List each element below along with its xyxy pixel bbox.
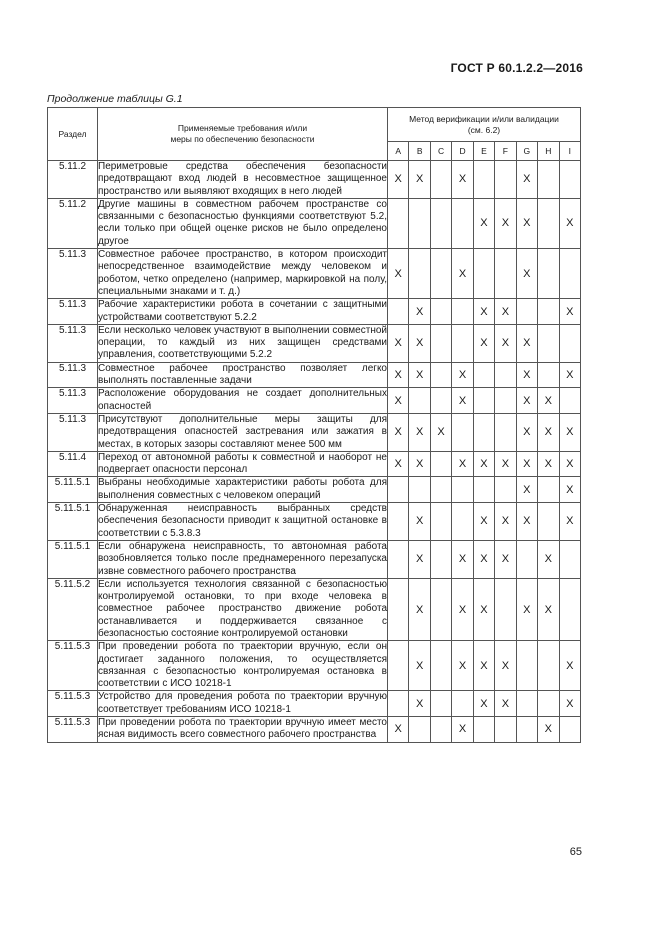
- mark-cell-h: X: [538, 451, 559, 477]
- mark-cell-h: [538, 503, 559, 541]
- mark-cell-h: [538, 198, 559, 248]
- requirement-cell: Рабочие характеристики робота в сочетании с защитными устройствами соответствуют 5.2.2: [98, 299, 387, 323]
- section-cell: 5.11.3: [48, 249, 98, 299]
- table-row: [48, 540, 581, 578]
- section-cell: 5.11.3: [48, 299, 98, 325]
- mark-cell-e: [473, 413, 494, 451]
- mark-cell-d: [452, 691, 473, 717]
- method-column-a: A: [388, 142, 409, 161]
- mark-cell-c: [430, 161, 451, 199]
- mark-cell-h: X: [538, 540, 559, 578]
- requirement-cell: Расположение оборудования не создает дополнительных опасностей: [98, 388, 387, 412]
- section-cell: 5.11.5.3: [48, 691, 98, 717]
- mark-cell-b: X: [409, 578, 430, 640]
- method-column-i: I: [559, 142, 581, 161]
- mark-cell-g: [516, 691, 537, 717]
- mark-cell-b: [409, 388, 430, 414]
- section-cell: 5.11.2: [48, 161, 98, 199]
- mark-cell-d: X: [452, 578, 473, 640]
- mark-cell-f: [495, 362, 516, 388]
- mark-cell-d: [452, 503, 473, 541]
- mark-cell-f: [495, 578, 516, 640]
- mark-cell-i: [559, 161, 581, 199]
- mark-cell-g: [516, 299, 537, 325]
- mark-cell-h: [538, 477, 559, 503]
- table-body: [48, 161, 581, 743]
- mark-cell-i: [559, 540, 581, 578]
- requirement-cell: Совместное рабочее пространство позволяет легко выполнять поставленные задачи: [98, 362, 387, 387]
- mark-cell-g: X: [516, 324, 537, 362]
- mark-cell-f: X: [495, 299, 516, 325]
- mark-cell-a: [388, 503, 409, 541]
- table-row: [48, 641, 581, 691]
- mark-cell-a: [388, 540, 409, 578]
- mark-cell-b: X: [409, 641, 430, 691]
- header-method: Метод верификации и/или валидации (см. 6.2): [388, 108, 581, 142]
- section-cell: 5.11.2: [48, 198, 98, 248]
- mark-cell-g: X: [516, 388, 537, 414]
- document-id: ГОСТ Р 60.1.2.2—2016: [450, 61, 583, 75]
- mark-cell-f: [495, 388, 516, 414]
- mark-cell-e: [473, 388, 494, 414]
- mark-cell-e: [473, 717, 494, 743]
- mark-cell-b: X: [409, 691, 430, 717]
- mark-cell-a: [388, 641, 409, 691]
- mark-cell-f: X: [495, 540, 516, 578]
- mark-cell-f: [495, 249, 516, 299]
- mark-cell-h: [538, 691, 559, 717]
- requirement-cell: Периметровые средства обеспечения безопасности предотвращают вход людей в несовместное защищенное пространство или выявляют входящих в него людей: [98, 161, 387, 197]
- mark-cell-e: [473, 477, 494, 503]
- mark-cell-i: X: [559, 503, 581, 541]
- mark-cell-b: [409, 198, 430, 248]
- requirement-cell: Выбраны необходимые характеристики работы робота для выполнения совместных с человеком операций: [98, 477, 387, 501]
- mark-cell-i: X: [559, 299, 581, 325]
- mark-cell-c: [430, 299, 451, 325]
- mark-cell-g: X: [516, 198, 537, 248]
- mark-cell-i: X: [559, 691, 581, 717]
- table-row: [48, 161, 581, 199]
- mark-cell-c: [430, 717, 451, 743]
- mark-cell-g: [516, 540, 537, 578]
- table-row: [48, 299, 581, 325]
- table-row: [48, 691, 581, 717]
- mark-cell-i: [559, 324, 581, 362]
- mark-cell-c: [430, 641, 451, 691]
- mark-cell-e: X: [473, 451, 494, 477]
- mark-cell-f: X: [495, 324, 516, 362]
- mark-cell-g: X: [516, 578, 537, 640]
- mark-cell-c: [430, 578, 451, 640]
- table-row: [48, 249, 581, 299]
- method-column-f: F: [495, 142, 516, 161]
- requirement-cell: Присутствуют дополнительные меры защиты для предотвращения опасностей застревания или зажатия в местах, в которых зазоры составляют менее 500 мм: [98, 413, 387, 450]
- table-row: [48, 477, 581, 503]
- mark-cell-a: X: [388, 388, 409, 414]
- mark-cell-c: [430, 503, 451, 541]
- mark-cell-c: [430, 388, 451, 414]
- table-row: [48, 413, 581, 451]
- mark-cell-e: X: [473, 324, 494, 362]
- table-row: [48, 388, 581, 414]
- table-row: [48, 717, 581, 743]
- mark-cell-c: [430, 691, 451, 717]
- mark-cell-i: [559, 717, 581, 743]
- mark-cell-i: X: [559, 477, 581, 503]
- method-column-d: D: [452, 142, 473, 161]
- mark-cell-g: [516, 641, 537, 691]
- mark-cell-a: [388, 691, 409, 717]
- requirement-cell: Если обнаружена неисправность, то автономная работа возобновляется только после преднамеренного перезапуска извне совместного рабочего пространства: [98, 540, 387, 577]
- mark-cell-b: X: [409, 451, 430, 477]
- requirement-cell: Другие машины в совместном рабочем пространстве со связанными с безопасностью функциями соответствуют 5.2, если только при общей оценке рисков не было определено другое: [98, 198, 387, 247]
- mark-cell-i: [559, 388, 581, 414]
- mark-cell-e: [473, 249, 494, 299]
- mark-cell-e: X: [473, 641, 494, 691]
- mark-cell-g: X: [516, 413, 537, 451]
- mark-cell-b: X: [409, 540, 430, 578]
- mark-cell-a: X: [388, 362, 409, 388]
- mark-cell-d: X: [452, 641, 473, 691]
- table-row: [48, 198, 581, 248]
- mark-cell-h: [538, 249, 559, 299]
- mark-cell-f: X: [495, 691, 516, 717]
- mark-cell-a: X: [388, 249, 409, 299]
- mark-cell-h: [538, 161, 559, 199]
- mark-cell-h: [538, 299, 559, 325]
- mark-cell-f: [495, 717, 516, 743]
- mark-cell-f: X: [495, 503, 516, 541]
- mark-cell-a: X: [388, 161, 409, 199]
- requirement-cell: При проведении робота по траектории вручную имеет место ясная видимость всего совместного рабочего пространства: [98, 717, 387, 741]
- requirement-cell: Переход от автономной работы к совместной и наоборот не подвергает опасности персонал: [98, 451, 387, 476]
- section-cell: 5.11.5.3: [48, 641, 98, 691]
- section-cell: 5.11.3: [48, 413, 98, 451]
- mark-cell-a: [388, 198, 409, 248]
- mark-cell-d: X: [452, 249, 473, 299]
- mark-cell-f: X: [495, 451, 516, 477]
- mark-cell-a: X: [388, 451, 409, 477]
- mark-cell-a: [388, 477, 409, 503]
- mark-cell-d: X: [452, 362, 473, 388]
- mark-cell-c: [430, 540, 451, 578]
- mark-cell-c: [430, 198, 451, 248]
- mark-cell-i: X: [559, 362, 581, 388]
- mark-cell-b: X: [409, 413, 430, 451]
- mark-cell-d: X: [452, 540, 473, 578]
- mark-cell-b: X: [409, 503, 430, 541]
- mark-cell-d: X: [452, 161, 473, 199]
- table-caption: Продолжение таблицы G.1: [47, 93, 183, 105]
- mark-cell-h: [538, 641, 559, 691]
- mark-cell-a: X: [388, 717, 409, 743]
- section-cell: 5.11.5.3: [48, 717, 98, 743]
- method-column-e: E: [473, 142, 494, 161]
- mark-cell-g: X: [516, 477, 537, 503]
- mark-cell-g: [516, 717, 537, 743]
- method-column-b: B: [409, 142, 430, 161]
- mark-cell-d: X: [452, 717, 473, 743]
- mark-cell-c: [430, 249, 451, 299]
- mark-cell-a: X: [388, 413, 409, 451]
- mark-cell-b: X: [409, 299, 430, 325]
- mark-cell-e: X: [473, 503, 494, 541]
- section-cell: 5.11.5.2: [48, 578, 98, 640]
- table-row: [48, 324, 581, 362]
- mark-cell-d: X: [452, 388, 473, 414]
- mark-cell-g: X: [516, 503, 537, 541]
- section-cell: 5.11.4: [48, 451, 98, 477]
- mark-cell-a: X: [388, 324, 409, 362]
- method-column-c: C: [430, 142, 451, 161]
- section-cell: 5.11.5.1: [48, 540, 98, 578]
- mark-cell-b: [409, 717, 430, 743]
- mark-cell-i: X: [559, 198, 581, 248]
- method-column-g: G: [516, 142, 537, 161]
- mark-cell-a: [388, 299, 409, 325]
- mark-cell-b: [409, 477, 430, 503]
- mark-cell-h: X: [538, 413, 559, 451]
- mark-cell-i: X: [559, 413, 581, 451]
- table-row: [48, 578, 581, 640]
- mark-cell-d: X: [452, 451, 473, 477]
- mark-cell-f: [495, 161, 516, 199]
- mark-cell-b: [409, 249, 430, 299]
- requirement-cell: Если несколько человек участвуют в выполнении совместной операции, то каждый из них защищен средствами управления, соответствующими 5.2.2: [98, 324, 387, 361]
- mark-cell-a: [388, 578, 409, 640]
- mark-cell-c: [430, 477, 451, 503]
- mark-cell-d: [452, 413, 473, 451]
- mark-cell-h: [538, 362, 559, 388]
- header-section: Раздел: [48, 108, 98, 161]
- mark-cell-i: [559, 578, 581, 640]
- page-number: 65: [569, 846, 582, 858]
- requirement-cell: Обнаруженная неисправность выбранных средств обеспечения безопасности приводит к защитной остановке в соответствии с 5.3.8.3: [98, 503, 387, 539]
- mark-cell-f: [495, 477, 516, 503]
- mark-cell-h: X: [538, 717, 559, 743]
- section-cell: 5.11.5.1: [48, 477, 98, 503]
- mark-cell-d: [452, 477, 473, 503]
- header-requirements: Применяемые требования и/или меры по обеспечению безопасности: [98, 108, 388, 161]
- mark-cell-e: [473, 362, 494, 388]
- requirement-cell: Устройство для проведения робота по траектории вручную соответствует требованиям ИСО 10218-1: [98, 691, 387, 715]
- mark-cell-i: X: [559, 641, 581, 691]
- mark-cell-d: [452, 299, 473, 325]
- mark-cell-e: X: [473, 198, 494, 248]
- requirement-cell: Если используется технология связанной с безопасностью контролируемой остановки, то при входе человека в совместное рабочее пространство движение робота останавливается и поддерживается связанное с безопасностью состояние контролируемой остановки: [98, 578, 387, 639]
- requirements-table: [47, 107, 581, 743]
- mark-cell-d: [452, 324, 473, 362]
- mark-cell-i: X: [559, 451, 581, 477]
- mark-cell-g: X: [516, 161, 537, 199]
- mark-cell-h: X: [538, 578, 559, 640]
- table-row: [48, 451, 581, 477]
- mark-cell-b: X: [409, 161, 430, 199]
- mark-cell-d: [452, 198, 473, 248]
- mark-cell-g: X: [516, 451, 537, 477]
- mark-cell-c: [430, 324, 451, 362]
- mark-cell-c: X: [430, 413, 451, 451]
- mark-cell-c: [430, 451, 451, 477]
- mark-cell-f: X: [495, 641, 516, 691]
- mark-cell-g: X: [516, 362, 537, 388]
- mark-cell-e: X: [473, 691, 494, 717]
- mark-cell-i: [559, 249, 581, 299]
- mark-cell-f: [495, 413, 516, 451]
- mark-cell-e: [473, 161, 494, 199]
- mark-cell-f: X: [495, 198, 516, 248]
- mark-cell-b: X: [409, 362, 430, 388]
- table-row: [48, 362, 581, 388]
- table-row: [48, 503, 581, 541]
- mark-cell-h: X: [538, 388, 559, 414]
- section-cell: 5.11.3: [48, 324, 98, 362]
- mark-cell-g: X: [516, 249, 537, 299]
- requirement-cell: Совместное рабочее пространство, в котором происходит непосредственное взаимодействие между человеком и роботом, четко определено (например, маркировкой на полу, специальными знаками и т. д.): [98, 249, 387, 297]
- requirement-cell: При проведении робота по траектории вручную, если он достигает заданного положения, то осуществляется связанная с безопасностью контролируемая остановка в соответствии с ИСО 10218-1: [98, 641, 387, 690]
- section-cell: 5.11.3: [48, 362, 98, 388]
- mark-cell-b: X: [409, 324, 430, 362]
- mark-cell-c: [430, 362, 451, 388]
- section-cell: 5.11.5.1: [48, 503, 98, 541]
- method-column-h: H: [538, 142, 559, 161]
- mark-cell-h: [538, 324, 559, 362]
- table-header-row: [48, 108, 581, 142]
- mark-cell-e: X: [473, 540, 494, 578]
- mark-cell-e: X: [473, 578, 494, 640]
- section-cell: 5.11.3: [48, 388, 98, 414]
- mark-cell-e: X: [473, 299, 494, 325]
